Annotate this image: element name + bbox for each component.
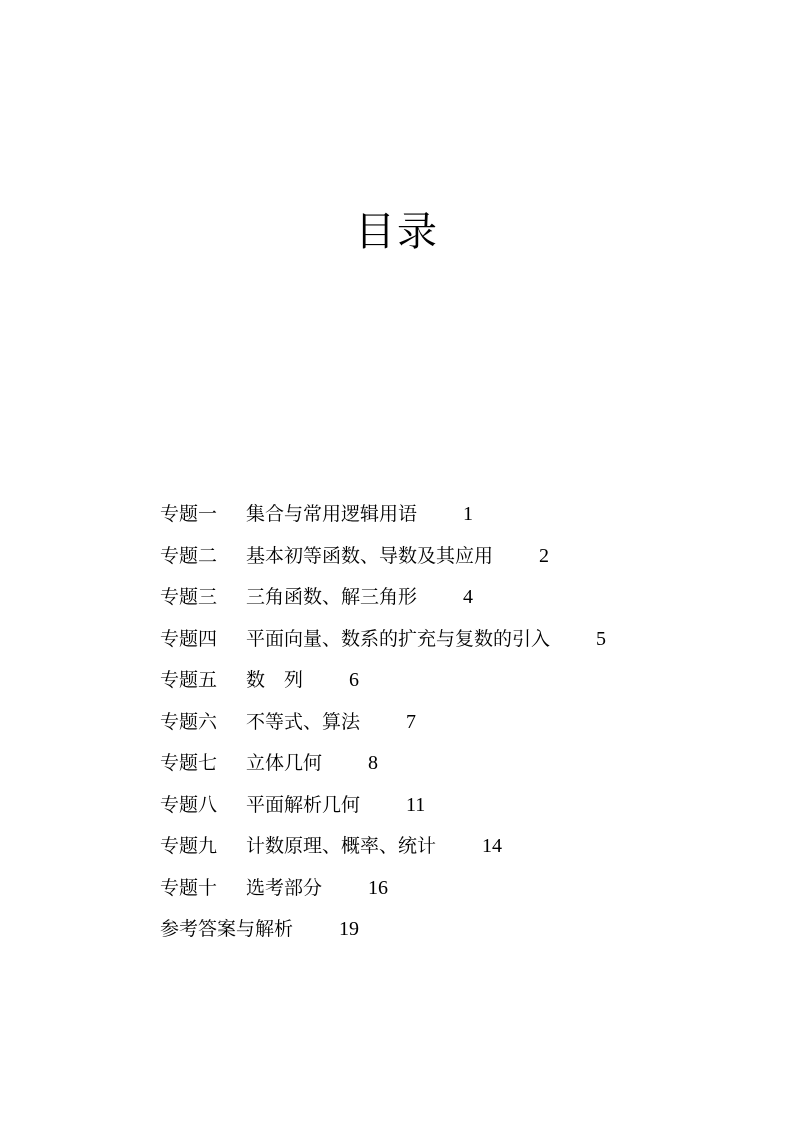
toc-entry-page-number: 19 [339, 918, 360, 940]
toc-entry-8[interactable] [160, 789, 760, 831]
toc-entry-topic: 数 列 [246, 669, 304, 691]
toc-entry-topic: 不等式、算法 [246, 710, 361, 733]
toc-entry-4[interactable] [160, 623, 760, 665]
table-of-contents [160, 498, 760, 955]
toc-entry-9[interactable] [160, 830, 760, 872]
toc-entry-topic: 平面向量、数系的扩充与复数的引入 [246, 627, 551, 650]
toc-entry-6[interactable] [160, 706, 760, 748]
toc-entry-label: 专题九 [160, 835, 218, 857]
toc-entry-page-number: 16 [368, 876, 389, 899]
toc-entry-1[interactable] [160, 498, 760, 540]
toc-entry-2[interactable] [160, 540, 760, 582]
toc-entry-3[interactable] [160, 581, 760, 623]
toc-entry-page-number: 11 [406, 793, 426, 816]
toc-entry-5[interactable] [160, 664, 760, 706]
toc-entry-label: 参考答案与解析 [160, 918, 294, 940]
toc-entry-page-number: 1 [463, 503, 474, 525]
toc-entry-label: 专题二 [160, 544, 218, 567]
toc-entry-page-number: 6 [349, 669, 360, 691]
toc-entry-page-number: 8 [368, 752, 379, 774]
toc-entry-page-number: 4 [463, 586, 474, 608]
page-title: 目录 [355, 209, 439, 255]
toc-entry-topic: 基本初等函数、导数及其应用 [246, 544, 494, 567]
toc-entry-page-number: 14 [482, 835, 503, 857]
toc-entry-topic: 三角函数、解三角形 [246, 586, 418, 608]
toc-entry-topic: 选考部分 [246, 876, 323, 899]
toc-entry-label: 专题五 [160, 669, 218, 691]
toc-entry-label: 专题六 [160, 710, 218, 733]
toc-entry-page-number: 5 [596, 627, 607, 650]
toc-entry-topic: 计数原理、概率、统计 [246, 835, 437, 857]
toc-entry-topic: 集合与常用逻辑用语 [246, 503, 418, 525]
toc-entry-label: 专题三 [160, 586, 218, 608]
toc-entry-label: 专题一 [160, 503, 218, 525]
toc-entry-10[interactable] [160, 872, 760, 914]
toc-entry-label: 专题四 [160, 627, 218, 650]
toc-entry-topic: 平面解析几何 [246, 793, 361, 816]
toc-entry-page-number: 7 [406, 710, 417, 733]
toc-entry-label: 专题十 [160, 876, 218, 899]
toc-entry-7[interactable] [160, 747, 760, 789]
toc-entry-page-number: 2 [539, 544, 550, 567]
toc-entry-label: 专题八 [160, 793, 218, 816]
toc-entry-answers[interactable] [160, 913, 760, 955]
toc-entry-label: 专题七 [160, 752, 218, 774]
toc-entry-topic: 立体几何 [246, 752, 323, 774]
